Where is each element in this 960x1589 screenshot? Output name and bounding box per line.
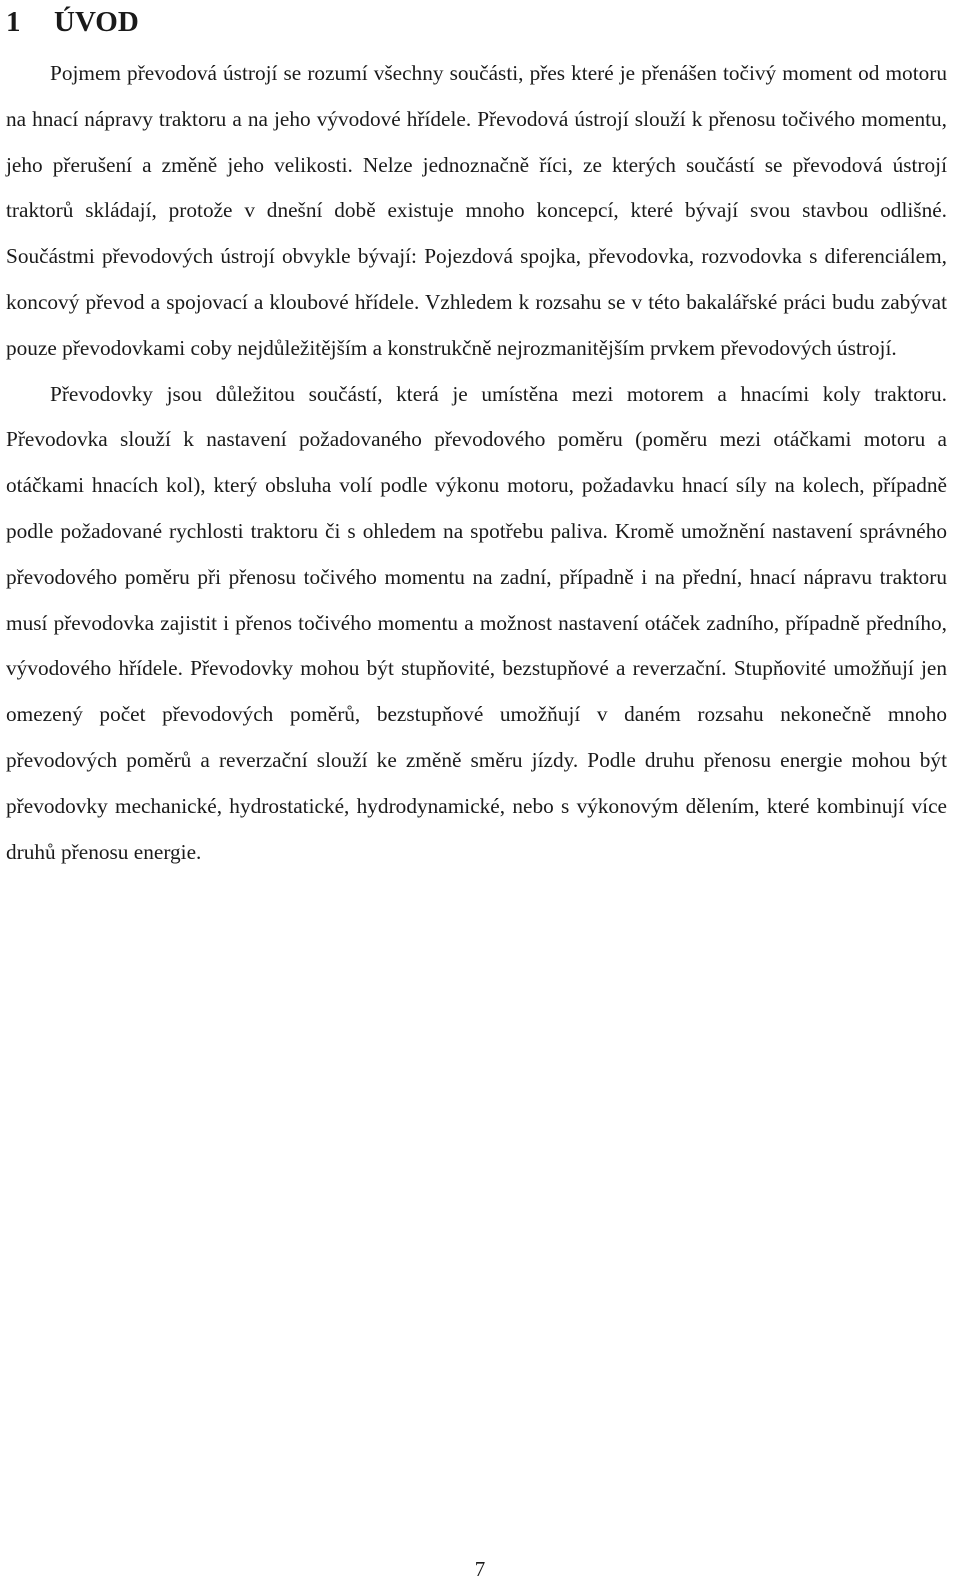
- page-number: 7: [474, 1557, 486, 1581]
- paragraph-gearboxes: Převodovky jsou důležitou součástí, která je umístěna mezi motorem a hnacími koly traktoru. Převodovka slouží k nastavení požadovaného převodového poměru (poměru mezi otáčkami motoru a otáčkami hnacích kol), který obsluha volí podle výkonu motoru, požadavku hnací síly na kolech, případně podle požadované rychlosti traktoru či s ohledem na spotřebu paliva. Kromě umožnění nastavení správného převodového poměru při přenosu točivého momentu na zadní, případně i na přední, hnací nápravu traktoru musí převodovka zajistit i přenos točivého momentu a možnost nastavení otáček zadního, případně předního, vývodového hřídele. Převodovky mohou být stupňovité, bezstupňové a reverzační. Stupňovité umožňují jen omezený počet převodových poměrů, bezstupňové umožňují v daném rozsahu nekonečně mnoho převodových poměrů a reverzační slouží ke změně směru jízdy. Podle druhu přenosu energie mohou být převodovky mechanické, hydrostatické, hydrodynamické, nebo s výkonovým dělením, které kombinují více druhů přenosu energie.: [6, 381, 947, 864]
- chapter-title: ÚVOD: [54, 6, 139, 38]
- body-text: [6, 51, 947, 875]
- paragraph-intro: Pojmem převodová ústrojí se rozumí všechny součásti, přes které je přenášen točivý moment od motoru na hnací nápravy traktoru a na jeho vývodové hřídele. Převodová ústrojí slouží k přenosu točivého momentu, jeho přerušení a změně jeho velikosti. Nelze jednoznačně říci, ze kterých součástí se převodová ústrojí traktorů skládají, protože v dnešní době existuje mnoho koncepcí, které bývají svou stavbou odlišné. Součástmi převodových ústrojí obvykle bývají: Pojezdová spojka, převodovka, rozvodovka s diferenciálem, koncový převod a spojovací a kloubové hřídele. Vzhledem k rozsahu se v této bakalářské práci budu zabývat pouze převodovkami coby nejdůležitějším a konstrukčně nejrozmanitějším prvkem převodových ústrojí.: [6, 61, 947, 360]
- chapter-heading: [6, 2, 139, 42]
- chapter-number: 1: [6, 6, 21, 38]
